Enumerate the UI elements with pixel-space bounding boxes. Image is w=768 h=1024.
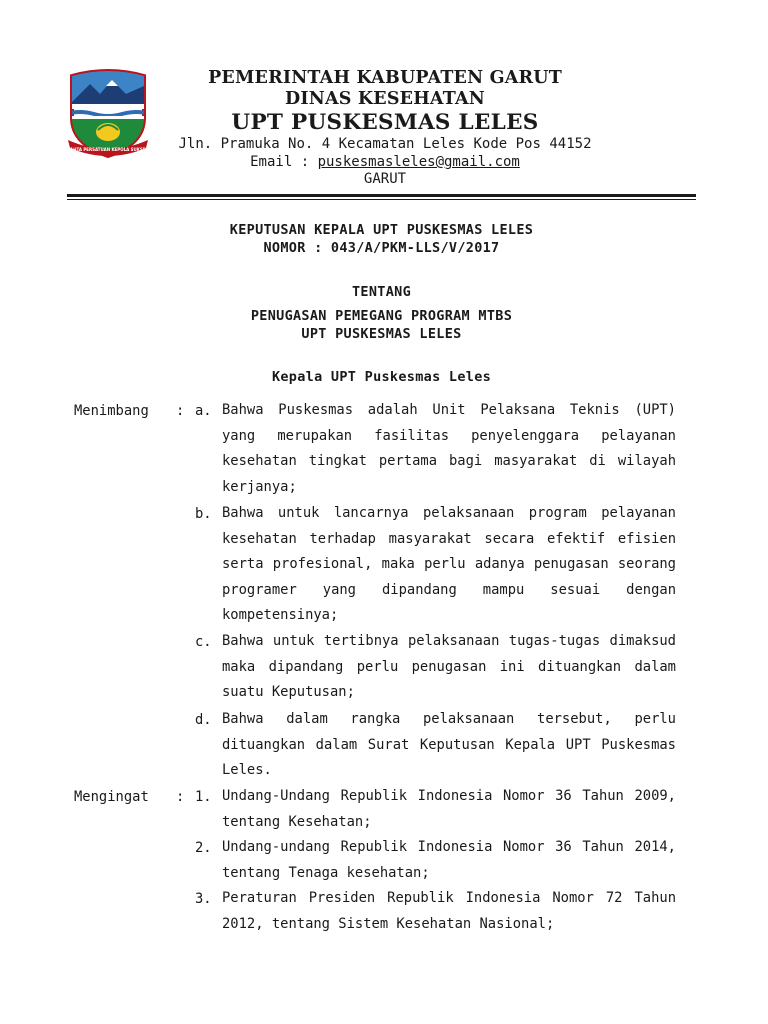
institution-name: UPT PUSKESMAS LELES	[231, 110, 539, 135]
menimbang-marker-d: d.	[195, 712, 212, 728]
mengingat-item-1: Undang-Undang Republik Indonesia Nomor 36 Tahun 2009, tentang Kesehatan;	[222, 788, 676, 830]
mengingat-colon: :	[176, 789, 185, 805]
menimbang-marker-c: c.	[195, 634, 212, 650]
menimbang-item-c: Bahwa untuk tertibnya pelaksanaan tugas-tugas dimaksud maka dipandang perlu penugasan ini dituangkan dalam suatu Keputusan;	[222, 633, 676, 700]
department-name: DINAS KESEHATAN	[285, 89, 485, 109]
menimbang-item-b: Bahwa untuk lancarnya pelaksanaan program pelayanan kesehatan terhadap masyarakat secara efektif efisien serta profesional, maka perlu adanya penugasan seorang programer yang dipandang mampu sesuai dengan kompetensinya;	[222, 505, 676, 623]
menimbang-label: Menimbang	[74, 403, 149, 419]
menimbang-colon: :	[176, 403, 185, 419]
mengingat-marker-1: 1.	[195, 789, 212, 805]
menimbang-marker-a: a.	[195, 403, 212, 419]
mengingat-marker-2: 2.	[195, 840, 212, 856]
menimbang-item-d: Bahwa dalam rangka pelaksanaan tersebut, perlu dituangkan dalam Surat Keputusan Kepala UPT Puskesmas Leles.	[222, 711, 676, 778]
decree-subject-unit: UPT PUSKESMAS LELES	[301, 326, 462, 342]
decree-number: NOMOR : 043/A/PKM-LLS/V/2017	[263, 240, 500, 256]
menimbang-marker-b: b.	[195, 506, 212, 522]
letterhead-divider-thick	[67, 194, 696, 197]
decree-title: KEPUTUSAN KEPALA UPT PUSKESMAS LELES	[229, 222, 534, 238]
address-line: Jln. Pramuka No. 4 Kecamatan Leles Kode Pos 44152	[178, 136, 592, 152]
city-line: GARUT	[363, 171, 407, 187]
email-link[interactable]: puskesmasleles@gmail.com	[317, 154, 520, 170]
mengingat-item-3: Peraturan Presiden Republik Indonesia Nomor 72 Tahun 2012, tentang Sistem Kesehatan Nasional;	[222, 890, 676, 932]
letterhead-divider-thin	[67, 199, 696, 200]
menimbang-item-a: Bahwa Puskesmas adalah Unit Pelaksana Teknis (UPT) yang merupakan fasilitas penyelenggara pelayanan kesehatan tingkat pertama bagi masyarakat di wilayah kerjanya;	[222, 402, 676, 495]
decree-issuer: Kepala UPT Puskesmas Leles	[271, 369, 492, 385]
email-line	[170, 154, 600, 170]
mengingat-marker-3: 3.	[195, 891, 212, 907]
logo-ribbon-text: TAHTA PERSATUAN KEPOLA SUKSES	[67, 147, 149, 152]
government-name: PEMERINTAH KABUPATEN GARUT	[208, 68, 562, 88]
email-label: Email :	[250, 154, 318, 170]
decree-tentang: TENTANG	[352, 284, 411, 300]
mengingat-item-2: Undang-undang Republik Indonesia Nomor 36 Tahun 2014, tentang Tenaga kesehatan;	[222, 839, 676, 881]
mengingat-label: Mengingat	[74, 789, 149, 805]
decree-subject: PENUGASAN PEMEGANG PROGRAM MTBS	[250, 308, 513, 324]
kabupaten-garut-logo	[66, 68, 150, 160]
